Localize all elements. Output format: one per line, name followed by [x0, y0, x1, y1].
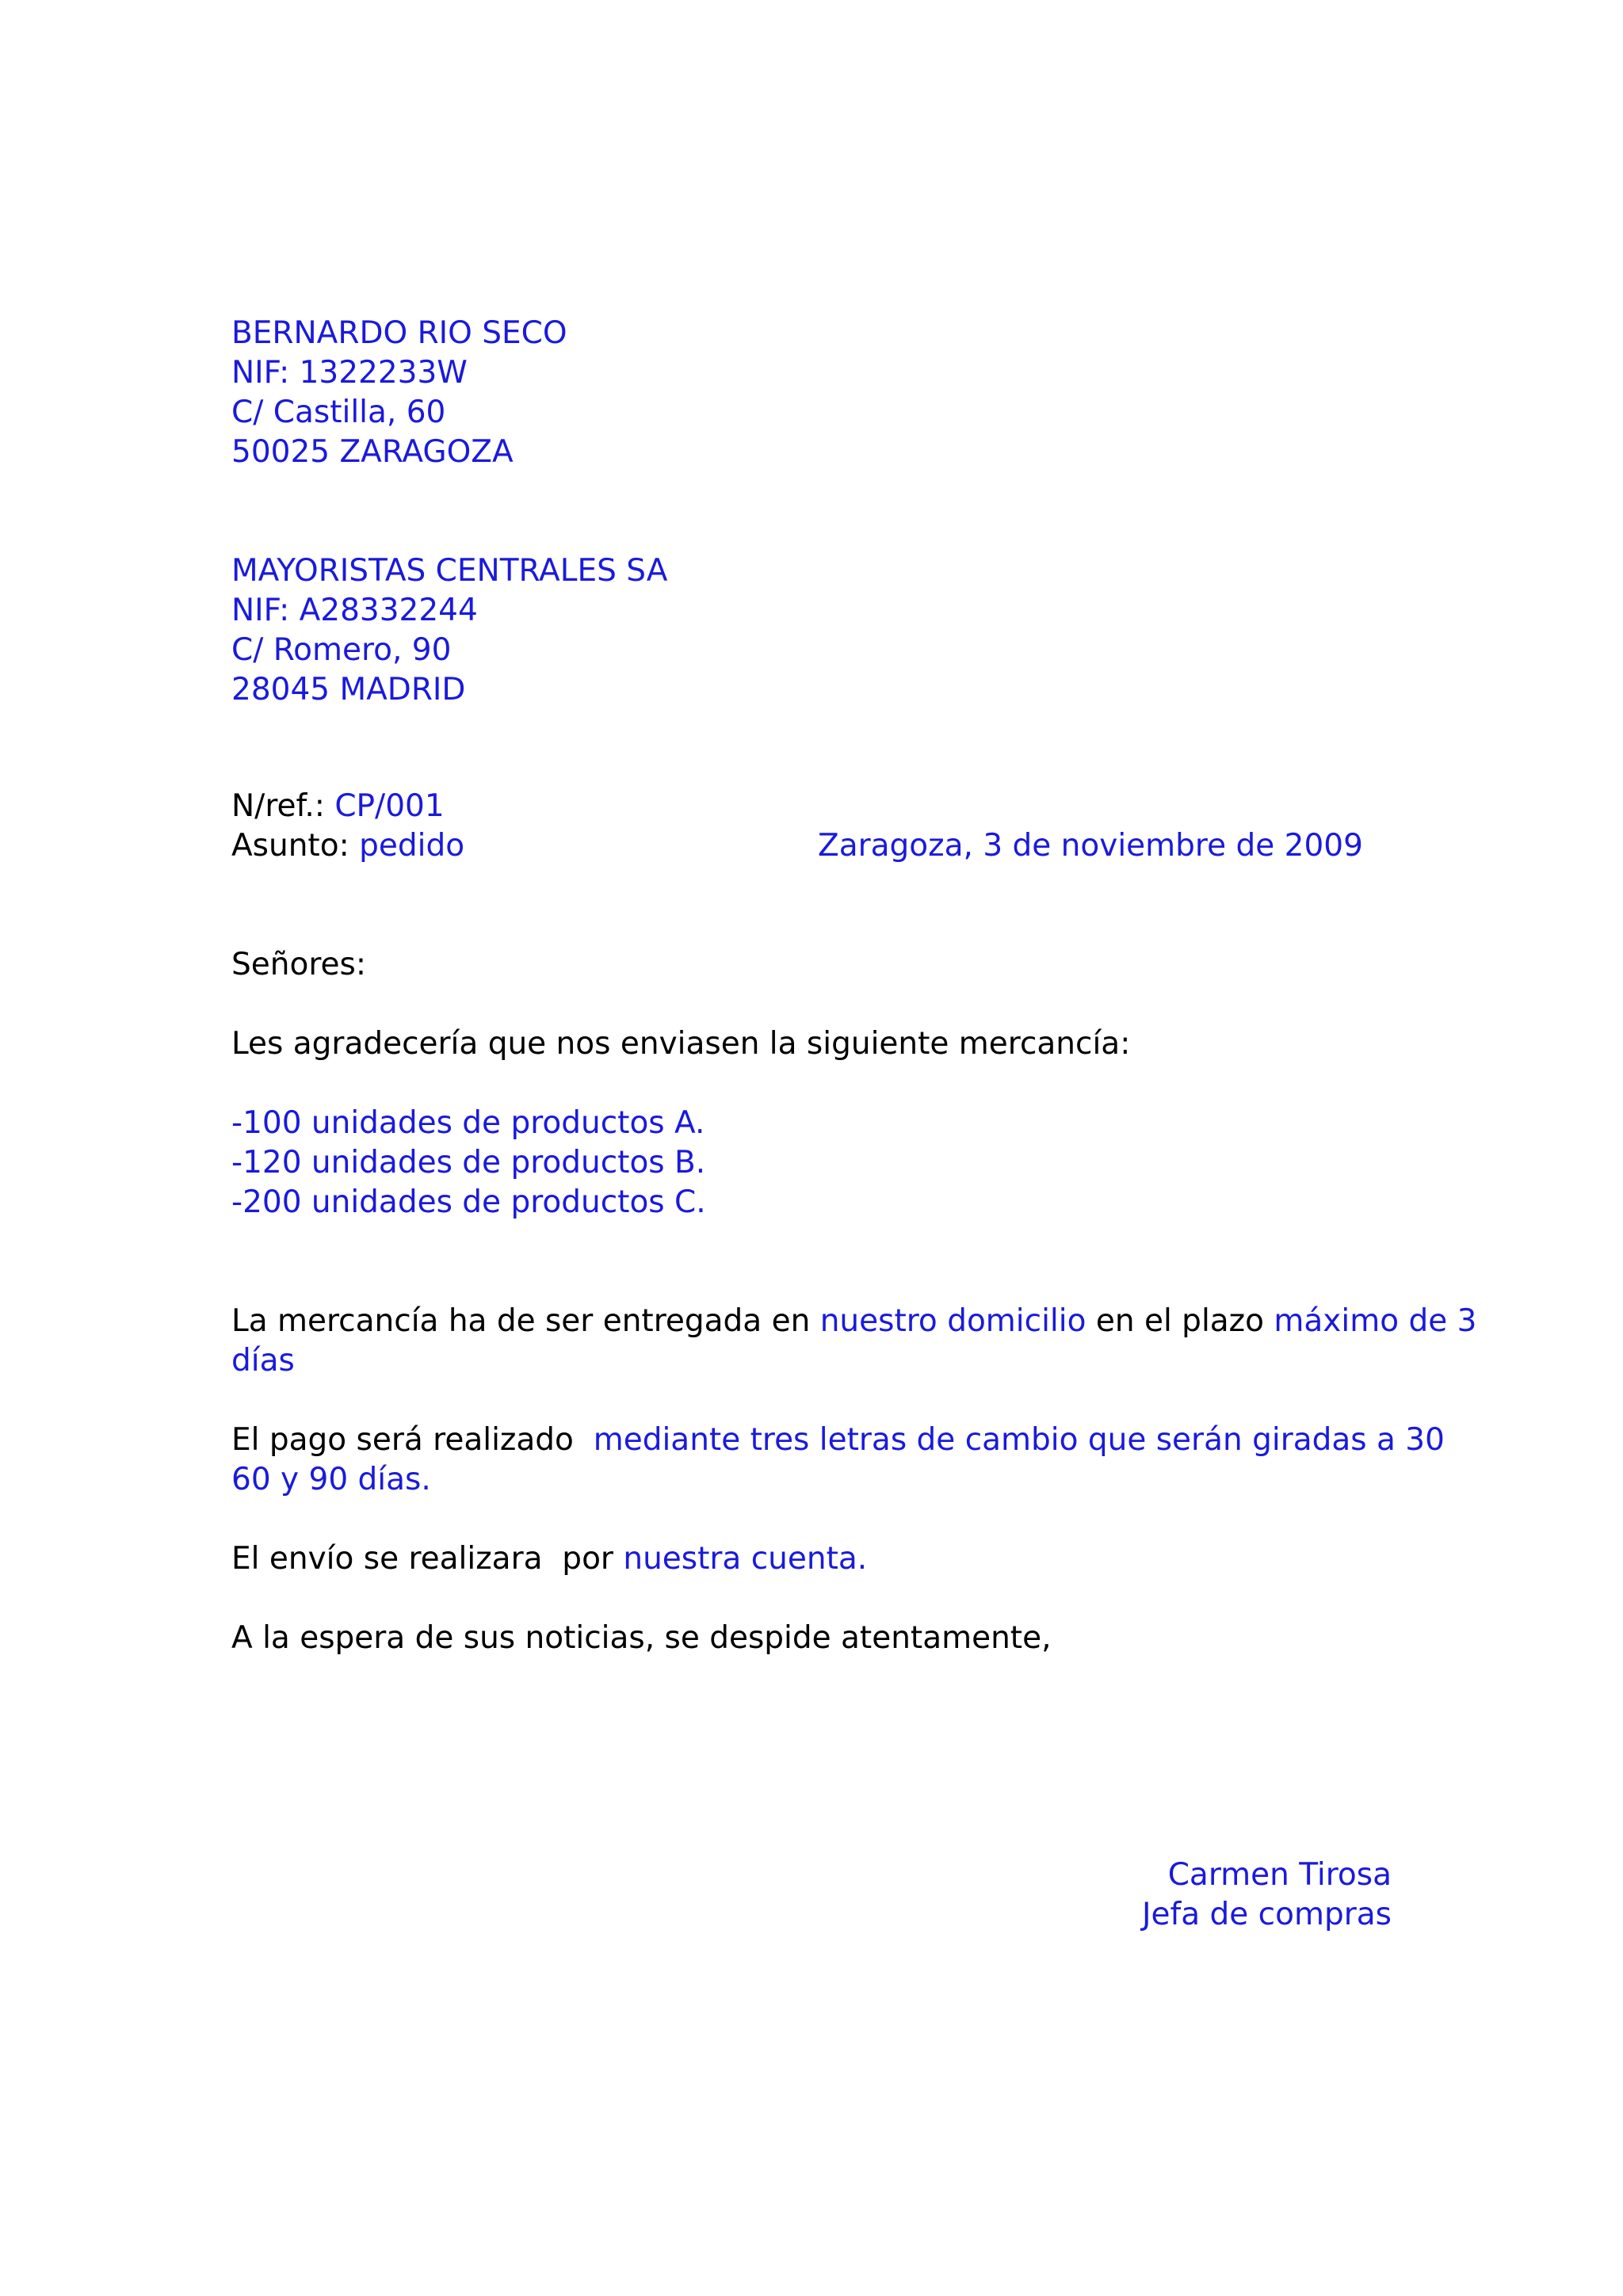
delivery-term: máximo de 3: [1274, 1303, 1477, 1339]
intro-text: Les agradecería que nos enviasen la siguiente mercancía:: [231, 1026, 1131, 1062]
sender-city: 50025 ZARAGOZA: [231, 434, 514, 470]
sender-nif: NIF: 1322233W: [231, 355, 468, 391]
subject-value: pedido: [359, 828, 465, 864]
payment-paragraph: [231, 1421, 1445, 1500]
delivery-term-continued: días: [231, 1343, 295, 1379]
list-item: -120 unidades de productos B.: [231, 1145, 706, 1180]
payment-line-1: [231, 1421, 1445, 1460]
recipient-city: 28045 MADRID: [231, 672, 466, 707]
items-list: [231, 1104, 706, 1222]
subject-label: Asunto:: [231, 828, 360, 864]
signature-name: Carmen Tirosa: [1167, 1857, 1392, 1893]
payment-label: El pago será realizado: [231, 1422, 594, 1458]
payment-terms: mediante tres letras de cambio que serán giradas a 30: [593, 1422, 1445, 1458]
signature-title: Jefa de compras: [1142, 1897, 1392, 1932]
shipping-value: nuestra cuenta.: [623, 1541, 868, 1577]
reference-block: [231, 787, 464, 866]
letter-date: Zaragoza, 3 de noviembre de 2009: [818, 828, 1363, 864]
recipient-nif: NIF: A28332244: [231, 593, 478, 628]
delivery-text-1: La mercancía ha de ser entregada en: [231, 1303, 820, 1339]
sender-name: BERNARDO RIO SECO: [231, 315, 567, 351]
reference-value: CP/001: [334, 788, 445, 824]
list-item: -200 unidades de productos C.: [231, 1184, 706, 1220]
closing-text: A la espera de sus noticias, se despide atentamente,: [231, 1620, 1052, 1656]
delivery-place: nuestro domicilio: [819, 1303, 1086, 1339]
recipient-name: MAYORISTAS CENTRALES SA: [231, 553, 668, 589]
signature-block: [1142, 1855, 1392, 1935]
reference-label: N/ref.:: [231, 788, 335, 824]
payment-terms-continued: 60 y 90 días.: [231, 1462, 431, 1497]
shipping-line: [231, 1539, 867, 1579]
shipping-paragraph: [231, 1539, 867, 1579]
recipient-address: [231, 551, 667, 710]
recipient-street: C/ Romero, 90: [231, 632, 452, 668]
list-item: -100 unidades de productos A.: [231, 1105, 705, 1141]
subject-line: [231, 826, 464, 866]
sender-street: C/ Castilla, 60: [231, 395, 446, 430]
delivery-paragraph: [231, 1302, 1476, 1381]
sender-address: [231, 314, 567, 472]
shipping-label: El envío se realizara por: [231, 1541, 624, 1577]
salutation: Señores:: [231, 947, 366, 982]
reference-line: [231, 787, 464, 826]
delivery-line-1: [231, 1302, 1476, 1341]
delivery-text-2: en el plazo: [1086, 1303, 1274, 1339]
